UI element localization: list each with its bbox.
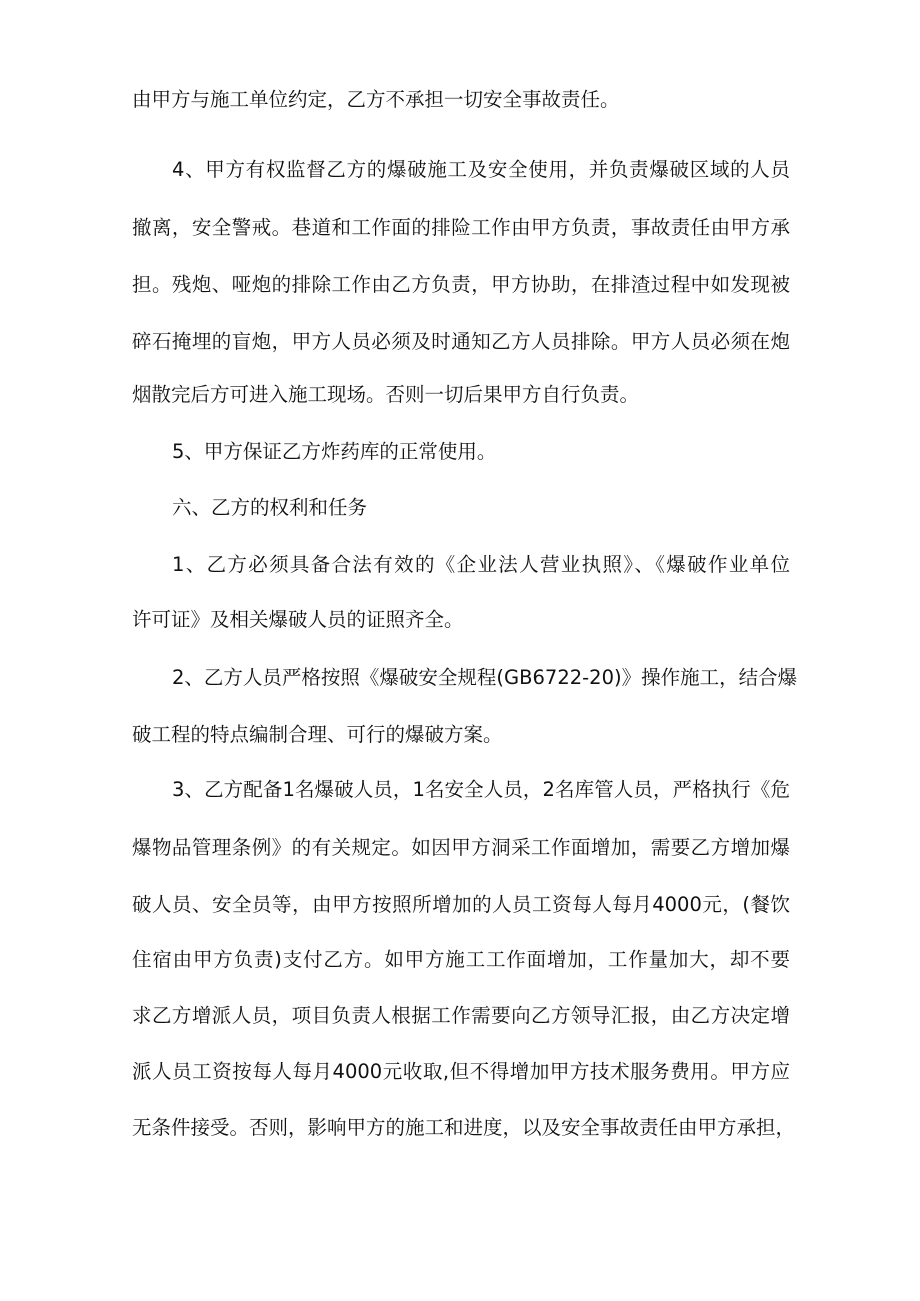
- text-line: 由甲方与施工单位约定，乙方不承担一切安全事故责任。: [132, 88, 620, 111]
- text-line: 撤离，安全警戒。巷道和工作面的排险工作由甲方负责，事故责任由甲方承: [132, 216, 790, 239]
- text-line: 破人员、安全员等，由甲方按照所增加的人员工资每人每月4000元，(餐饮: [132, 893, 790, 916]
- text-line: 担。残炮、哑炮的排除工作由乙方负责，甲方协助，在排渣过程中如发现被: [132, 273, 790, 296]
- text-line: 1、乙方必须具备合法有效的《企业法人营业执照》、《爆破作业单位: [172, 553, 790, 576]
- text-line: 3、乙方配备1名爆破人员，1名安全人员，2名库管人员，严格执行《危: [172, 778, 790, 801]
- text-line: 无条件接受。否则，影响甲方的施工和进度，以及安全事故责任由甲方承担，: [132, 1116, 796, 1139]
- text-line: 4、甲方有权监督乙方的爆破施工及安全使用，并负责爆破区域的人员: [172, 158, 790, 181]
- text-line: 爆物品管理条例》的有关规定。如因甲方洞采工作面增加，需要乙方增加爆: [132, 836, 790, 859]
- text-line: 2、乙方人员严格按照《爆破安全规程(GB6722-20)》操作施工，结合爆: [172, 666, 798, 689]
- text-line: 派人员工资按每人每月4000元收取,但不得增加甲方技术服务费用。甲方应: [132, 1060, 790, 1083]
- text-line: 破工程的特点编制合理、可行的爆破方案。: [132, 723, 503, 746]
- section-heading: 六、乙方的权利和任务: [172, 496, 368, 519]
- text-line: 烟散完后方可进入施工现场。否则一切后果甲方自行负责。: [132, 383, 640, 406]
- text-line: 碎石掩埋的盲炮，甲方人员必须及时通知乙方人员排除。甲方人员必须在炮: [132, 330, 790, 353]
- text-line: 5、甲方保证乙方炸药库的正常使用。: [172, 440, 497, 463]
- text-line: 求乙方增派人员，项目负责人根据工作需要向乙方领导汇报，由乙方决定增: [132, 1004, 790, 1027]
- text-line: 住宿由甲方负责)支付乙方。如甲方施工工作面增加，工作量加大，却不要: [132, 948, 790, 971]
- text-line: 许可证》及相关爆破人员的证照齐全。: [132, 608, 464, 631]
